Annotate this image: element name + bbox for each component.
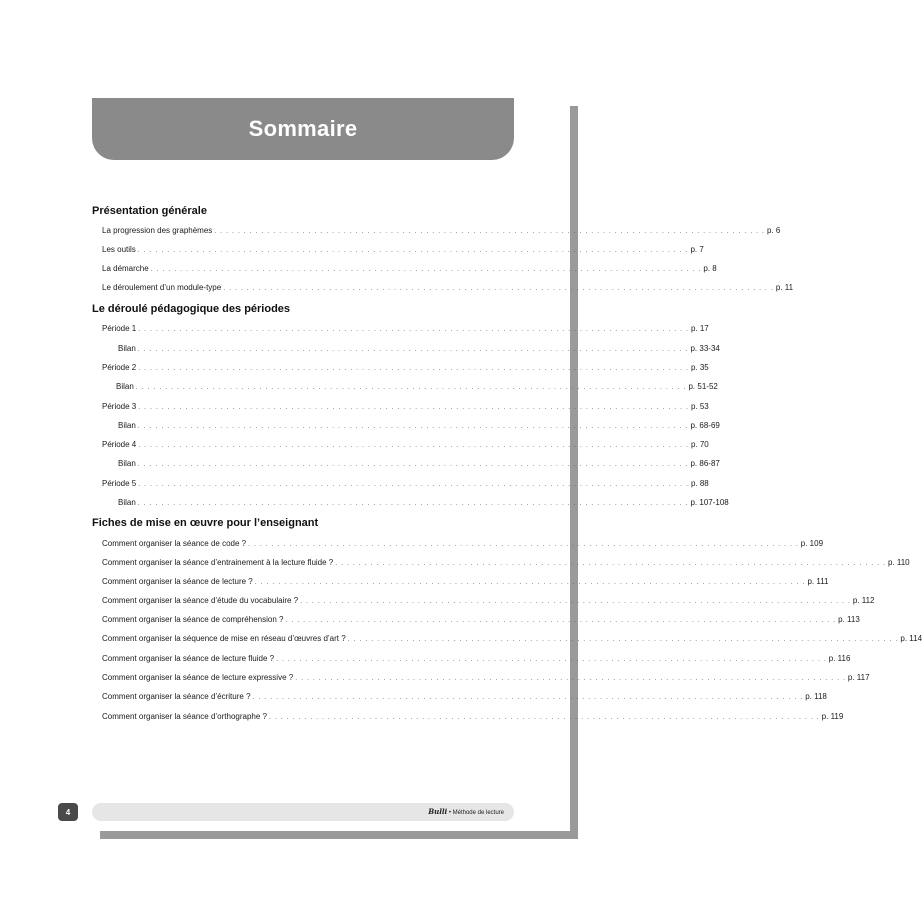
toc-entry[interactable] [118,421,720,432]
leader-dots: . . . . . . . . . . . . . . . . . . . . . . . . . . . . . . . . . . . . . . . . . . . . . . . . . . . . . . . . . . . . . . . . . . . . . . . . . . . . . . . . . . . . . . . . . . . . . . [276,656,827,663]
toc-entry[interactable] [102,692,827,703]
toc-entry-page: p. 107-108 [690,498,729,507]
title-banner [92,98,514,160]
leader-dots: . . . . . . . . . . . . . . . . . . . . . . . . . . . . . . . . . . . . . . . . . . . . . . . . . . . . . . . . . . . . . . . . . . . . . . . . . . . . . . . . . . . . . . . . . . . . . . [138,442,689,449]
toc-entry-label: La progression des graphèmes [102,226,213,235]
toc-entry-page: p. 7 [690,245,704,254]
toc-entry-page: p. 8 [703,264,717,273]
document-page [65,98,922,831]
brand-logo: Bulli [428,807,448,816]
toc-entry-page: p. 51-52 [688,382,718,391]
toc-entry-page: p. 17 [690,324,709,333]
toc-entry-label: Comment organiser la séance d’écriture ? [102,692,251,701]
leader-dots: . . . . . . . . . . . . . . . . . . . . . . . . . . . . . . . . . . . . . . . . . . . . . . . . . . . . . . . . . . . . . . . . . . . . . . . . . . . . . . . . . . . . . . . . . . . . . . [248,541,799,548]
toc-entry[interactable] [102,596,875,607]
toc-entry-label: Bilan [118,344,136,353]
toc-entry-page: p. 119 [821,712,844,721]
toc-entry[interactable] [102,363,709,374]
leader-dots: . . . . . . . . . . . . . . . . . . . . . . . . . . . . . . . . . . . . . . . . . . . . . . . . . . . . . . . . . . . . . . . . . . . . . . . . . . . . . . . . . . . . . . . . . . . . . . [295,675,846,682]
toc-entry-label: Bilan [118,498,136,507]
toc-entry-label: Comment organiser la séance d’orthographe ? [102,712,267,721]
toc-entry[interactable] [102,539,824,550]
toc-entry[interactable] [102,654,851,665]
toc-entry-page: p. 116 [828,654,851,663]
toc-entry[interactable] [102,440,709,451]
toc-entry-page: p. 6 [766,226,781,235]
toc-entry-label: Période 5 [102,479,137,488]
toc-entry-page: p. 88 [690,479,709,488]
toc-entry-page: p. 35 [690,363,709,372]
toc-entry-page: p. 70 [690,440,709,449]
leader-dots: . . . . . . . . . . . . . . . . . . . . . . . . . . . . . . . . . . . . . . . . . . . . . . . . . . . . . . . . . . . . . . . . . . . . . . . . . . . . . . . . . . . . . . . . . . . . . . [137,346,689,353]
toc-entry[interactable] [118,498,729,509]
leader-dots: . . . . . . . . . . . . . . . . . . . . . . . . . . . . . . . . . . . . . . . . . . . . . . . . . . . . . . . . . . . . . . . . . . . . . . . . . . . . . . . . . . . . . . . . . . . . . . [335,560,886,567]
toc-entry-label: Comment organiser la séance d’étude du vocabulaire ? [102,596,299,605]
toc-entry-page: p. 68-69 [690,421,720,430]
toc-entry[interactable] [102,402,709,413]
toc-entry-page: p. 118 [805,692,827,701]
toc-entry-label: Bilan [118,459,136,468]
toc-entry-page: p. 111 [807,577,829,586]
toc-entry-label: La démarche [102,264,149,273]
toc-entry-label: Les outils [102,245,136,254]
section-heading: Présentation générale [92,205,207,217]
page-number-badge: 4 [58,803,78,821]
toc-entry[interactable] [102,615,860,626]
toc-entry[interactable] [102,673,870,684]
toc-entry-label: Comment organiser la séquence de mise en réseau d’œuvres d’art ? [102,634,346,643]
toc-entry-label: Le déroulement d’un module-type [102,283,222,292]
toc-entry-label: Comment organiser la séance de lecture expressive ? [102,673,294,682]
leader-dots: . . . . . . . . . . . . . . . . . . . . . . . . . . . . . . . . . . . . . . . . . . . . . . . . . . . . . . . . . . . . . . . . . . . . . . . . . . . . . . . . . . . . . . . . . . . . . . [252,694,804,701]
toc-entry-label: Bilan [116,382,134,391]
leader-dots: . . . . . . . . . . . . . . . . . . . . . . . . . . . . . . . . . . . . . . . . . . . . . . . . . . . . . . . . . . . . . . . . . . . . . . . . . . . . . . . . . . . . . . . . . . . . . . [138,481,689,488]
toc-entry-page: p. 112 [852,596,875,605]
toc-entry[interactable] [102,324,709,335]
toc-entry-label: Bilan [118,421,136,430]
toc-entry-page: p. 33-34 [690,344,720,353]
toc-entry[interactable] [102,479,709,490]
leader-dots: . . . . . . . . . . . . . . . . . . . . . . . . . . . . . . . . . . . . . . . . . . . . . . . . . . . . . . . . . . . . . . . . . . . . . . . . . . . . . . . . . . . . . . . . . . . . . . [300,598,851,605]
toc-entry[interactable] [102,712,844,723]
toc-entry-label: Comment organiser la séance d’entrainement à la lecture fluide ? [102,558,334,567]
toc-entry-label: Comment organiser la séance de lecture fluide ? [102,654,275,663]
leader-dots: . . . . . . . . . . . . . . . . . . . . . . . . . . . . . . . . . . . . . . . . . . . . . . . . . . . . . . . . . . . . . . . . . . . . . . . . . . . . . . . . . . . . . . . . . . . . . . [137,500,689,507]
toc-entry[interactable] [102,245,704,256]
toc-entry-page: p. 114 [900,634,922,643]
leader-dots: . . . . . . . . . . . . . . . . . . . . . . . . . . . . . . . . . . . . . . . . . . . . . . . . . . . . . . . . . . . . . . . . . . . . . . . . . . . . . . . . . . . . . . . . . . . . . . [135,384,687,391]
leader-dots: . . . . . . . . . . . . . . . . . . . . . . . . . . . . . . . . . . . . . . . . . . . . . . . . . . . . . . . . . . . . . . . . . . . . . . . . . . . . . . . . . . . . . . . . . . . . . . [138,404,689,411]
leader-dots: . . . . . . . . . . . . . . . . . . . . . . . . . . . . . . . . . . . . . . . . . . . . . . . . . . . . . . . . . . . . . . . . . . . . . . . . . . . . . . . . . . . . . . . . . . . . . . [285,617,837,624]
toc-entry-label: Comment organiser la séance de compréhension ? [102,615,284,624]
toc-entry[interactable] [102,226,781,237]
toc-entry-page: p. 110 [887,558,910,567]
toc-entry-label: Période 3 [102,402,137,411]
toc-entry-page: p. 11 [775,283,794,292]
toc-entry-page: p. 86-87 [690,459,720,468]
leader-dots: . . . . . . . . . . . . . . . . . . . . . . . . . . . . . . . . . . . . . . . . . . . . . . . . . . . . . . . . . . . . . . . . . . . . . . . . . . . . . . . . . . . . . . . . . . . . . . [138,326,689,333]
toc-entry-page: p. 117 [847,673,870,682]
book-title: • Méthode de lecture [448,810,504,816]
footer-brand [428,807,504,816]
toc-entry-page: p. 109 [800,539,824,548]
leader-dots: . . . . . . . . . . . . . . . . . . . . . . . . . . . . . . . . . . . . . . . . . . . . . . . . . . . . . . . . . . . . . . . . . . . . . . . . . . . . . . . . . . . . . . . . . . . . . . [137,461,689,468]
leader-dots: . . . . . . . . . . . . . . . . . . . . . . . . . . . . . . . . . . . . . . . . . . . . . . . . . . . . . . . . . . . . . . . . . . . . . . . . . . . . . . . . . . . . . . . . . . . . . . [214,228,765,235]
toc-entry[interactable] [102,577,829,588]
leader-dots: . . . . . . . . . . . . . . . . . . . . . . . . . . . . . . . . . . . . . . . . . . . . . . . . . . . . . . . . . . . . . . . . . . . . . . . . . . . . . . . . . . . . . . . . . . . . . . [254,579,806,586]
toc-entry-label: Comment organiser la séance de lecture ? [102,577,253,586]
toc-entry-label: Période 4 [102,440,137,449]
leader-dots: . . . . . . . . . . . . . . . . . . . . . . . . . . . . . . . . . . . . . . . . . . . . . . . . . . . . . . . . . . . . . . . . . . . . . . . . . . . . . . . . . . . . . . . . . . . . . . [347,636,899,643]
leader-dots: . . . . . . . . . . . . . . . . . . . . . . . . . . . . . . . . . . . . . . . . . . . . . . . . . . . . . . . . . . . . . . . . . . . . . . . . . . . . . . . . . . . . . . . . . . . . . . [137,247,689,254]
leader-dots: . . . . . . . . . . . . . . . . . . . . . . . . . . . . . . . . . . . . . . . . . . . . . . . . . . . . . . . . . . . . . . . . . . . . . . . . . . . . . . . . . . . . . . . . . . . . . . [150,266,702,273]
toc-entry-label: Comment organiser la séance de code ? [102,539,247,548]
toc-entry-page: p. 113 [838,615,860,624]
toc-entry[interactable] [118,344,720,355]
toc-entry[interactable] [116,382,718,393]
leader-dots: . . . . . . . . . . . . . . . . . . . . . . . . . . . . . . . . . . . . . . . . . . . . . . . . . . . . . . . . . . . . . . . . . . . . . . . . . . . . . . . . . . . . . . . . . . . . . . [268,714,820,721]
leader-dots: . . . . . . . . . . . . . . . . . . . . . . . . . . . . . . . . . . . . . . . . . . . . . . . . . . . . . . . . . . . . . . . . . . . . . . . . . . . . . . . . . . . . . . . . . . . . . . [223,285,774,292]
leader-dots: . . . . . . . . . . . . . . . . . . . . . . . . . . . . . . . . . . . . . . . . . . . . . . . . . . . . . . . . . . . . . . . . . . . . . . . . . . . . . . . . . . . . . . . . . . . . . . [137,423,689,430]
toc-entry[interactable] [102,283,794,294]
toc-entry-page: p. 53 [690,402,709,411]
section-heading: Le déroulé pédagogique des périodes [92,303,291,315]
toc-entry[interactable] [102,558,910,569]
page-title: Sommaire [248,116,358,141]
toc-entry[interactable] [102,264,717,275]
leader-dots: . . . . . . . . . . . . . . . . . . . . . . . . . . . . . . . . . . . . . . . . . . . . . . . . . . . . . . . . . . . . . . . . . . . . . . . . . . . . . . . . . . . . . . . . . . . . . . [138,365,689,372]
footer-bar [92,803,514,821]
toc-entry-label: Période 2 [102,363,137,372]
section-heading: Fiches de mise en œuvre pour l’enseignant [92,517,319,529]
toc-entry-label: Période 1 [102,324,137,333]
toc-entry[interactable] [102,634,922,645]
toc-entry[interactable] [118,459,720,470]
